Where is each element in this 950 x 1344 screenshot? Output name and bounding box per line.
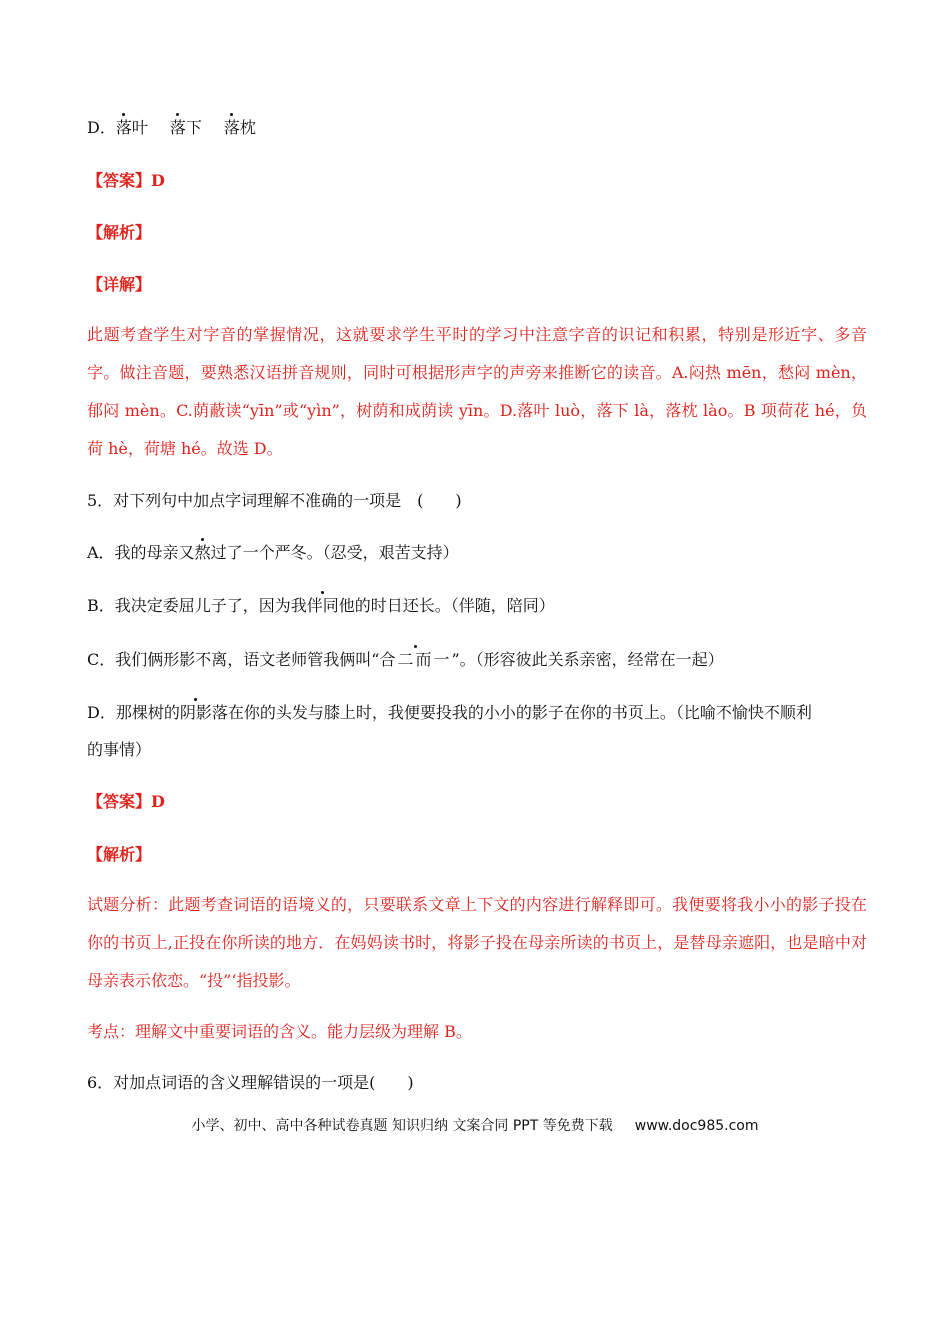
- footer-url[interactable]: www.doc985.com: [634, 1118, 759, 1134]
- option-text: 他的时日还长。（伴随，陪同）: [338, 596, 555, 615]
- answer-value: D: [151, 171, 165, 190]
- dotted-char: 落: [115, 118, 132, 137]
- q4-option-d: [87, 118, 256, 138]
- q5-explanation: 试题分析：此题考查词语的语境义的，只要联系文章上下文的内容进行解释即可。我便要将我小小的影子投在你的书页上,正投在你所读的地方．在妈妈读书时，将影子投在母亲所读的书页上，是替母亲遮阳，也是暗中对母亲表示依恋。“投”‘指投影。: [87, 895, 867, 990]
- q6-stem: 6．对加点词语的含义理解错误的一项是( ): [87, 1073, 414, 1092]
- q5-answer: [87, 792, 165, 812]
- answer-value: D: [151, 792, 165, 811]
- q5-option-d-cont: 的事情）: [87, 740, 152, 759]
- option-label: D．: [87, 118, 116, 137]
- q5-option-b: [87, 596, 555, 616]
- q4-explanation: 此题考查学生对字音的掌握情况，这就要求学生平时的学习中注意字音的识记和积累，特别是形近字、多音字。做注音题，要熟悉汉语拼音规则，同时可根据形声字的声旁来推断它的读音。A.闷热 mēn，愁闷 mèn，郁闷 mèn。C.荫蔽读“yīn”或“yìn”，树荫和成荫读 yīn。D.落叶 luò，落下 là，落枕 lào。B 项荷花 hé，负荷 hè，荷塘 hé。故选 D。: [87, 325, 867, 458]
- word-rest: 下: [185, 118, 202, 137]
- dotted-word: 阴影: [179, 703, 212, 722]
- answer-tag: 【答案】: [87, 171, 152, 190]
- option-text: B．我决定委屈儿子了，因为我: [87, 596, 307, 615]
- q5-stem: 5．对下列句中加点字词理解不准确的一项是 ( ): [87, 491, 462, 510]
- option-text: 过了一个严冬。（忍受，艰苦支持）: [210, 543, 459, 562]
- q5-option-c: [87, 650, 724, 670]
- q4-answer: [87, 171, 165, 191]
- dotted-char: 落: [169, 118, 186, 137]
- q4-analysis-tag: 【解析】: [87, 223, 152, 242]
- dotted-word: 熬: [194, 543, 211, 562]
- dotted-char: 落: [223, 118, 240, 137]
- option-text: C．我们俩形影不离，语文老师管我俩叫“: [87, 650, 380, 669]
- page-footer: [0, 1116, 950, 1136]
- option-text: ”。（形容彼此关系亲密，经常在一起）: [451, 650, 724, 669]
- word-rest: 叶: [131, 118, 148, 137]
- q4-detail-tag: 【详解】: [87, 275, 152, 294]
- q5-option-d: [87, 703, 812, 723]
- option-text: D．那棵树的: [87, 703, 180, 722]
- q5-kaodian: 考点：理解文中重要词语的含义。能力层级为理解 B。: [87, 1022, 472, 1041]
- dotted-word: 伴同: [306, 596, 339, 615]
- footer-text: 小学、初中、高中各种试卷真题 知识归纳 文案合同 PPT 等免费下载: [191, 1118, 613, 1134]
- q5-option-a: [87, 543, 459, 563]
- answer-tag: 【答案】: [87, 792, 152, 811]
- option-text: 落在你的头发与膝上时，我便要投我的小小的影子在你的书页上。（比喻不愉快不顺利: [211, 703, 812, 722]
- q5-analysis-tag: 【解析】: [87, 845, 152, 864]
- option-text: A．我的母亲又: [87, 543, 195, 562]
- dotted-word: 合二而一: [379, 650, 452, 669]
- word-rest: 枕: [239, 118, 256, 137]
